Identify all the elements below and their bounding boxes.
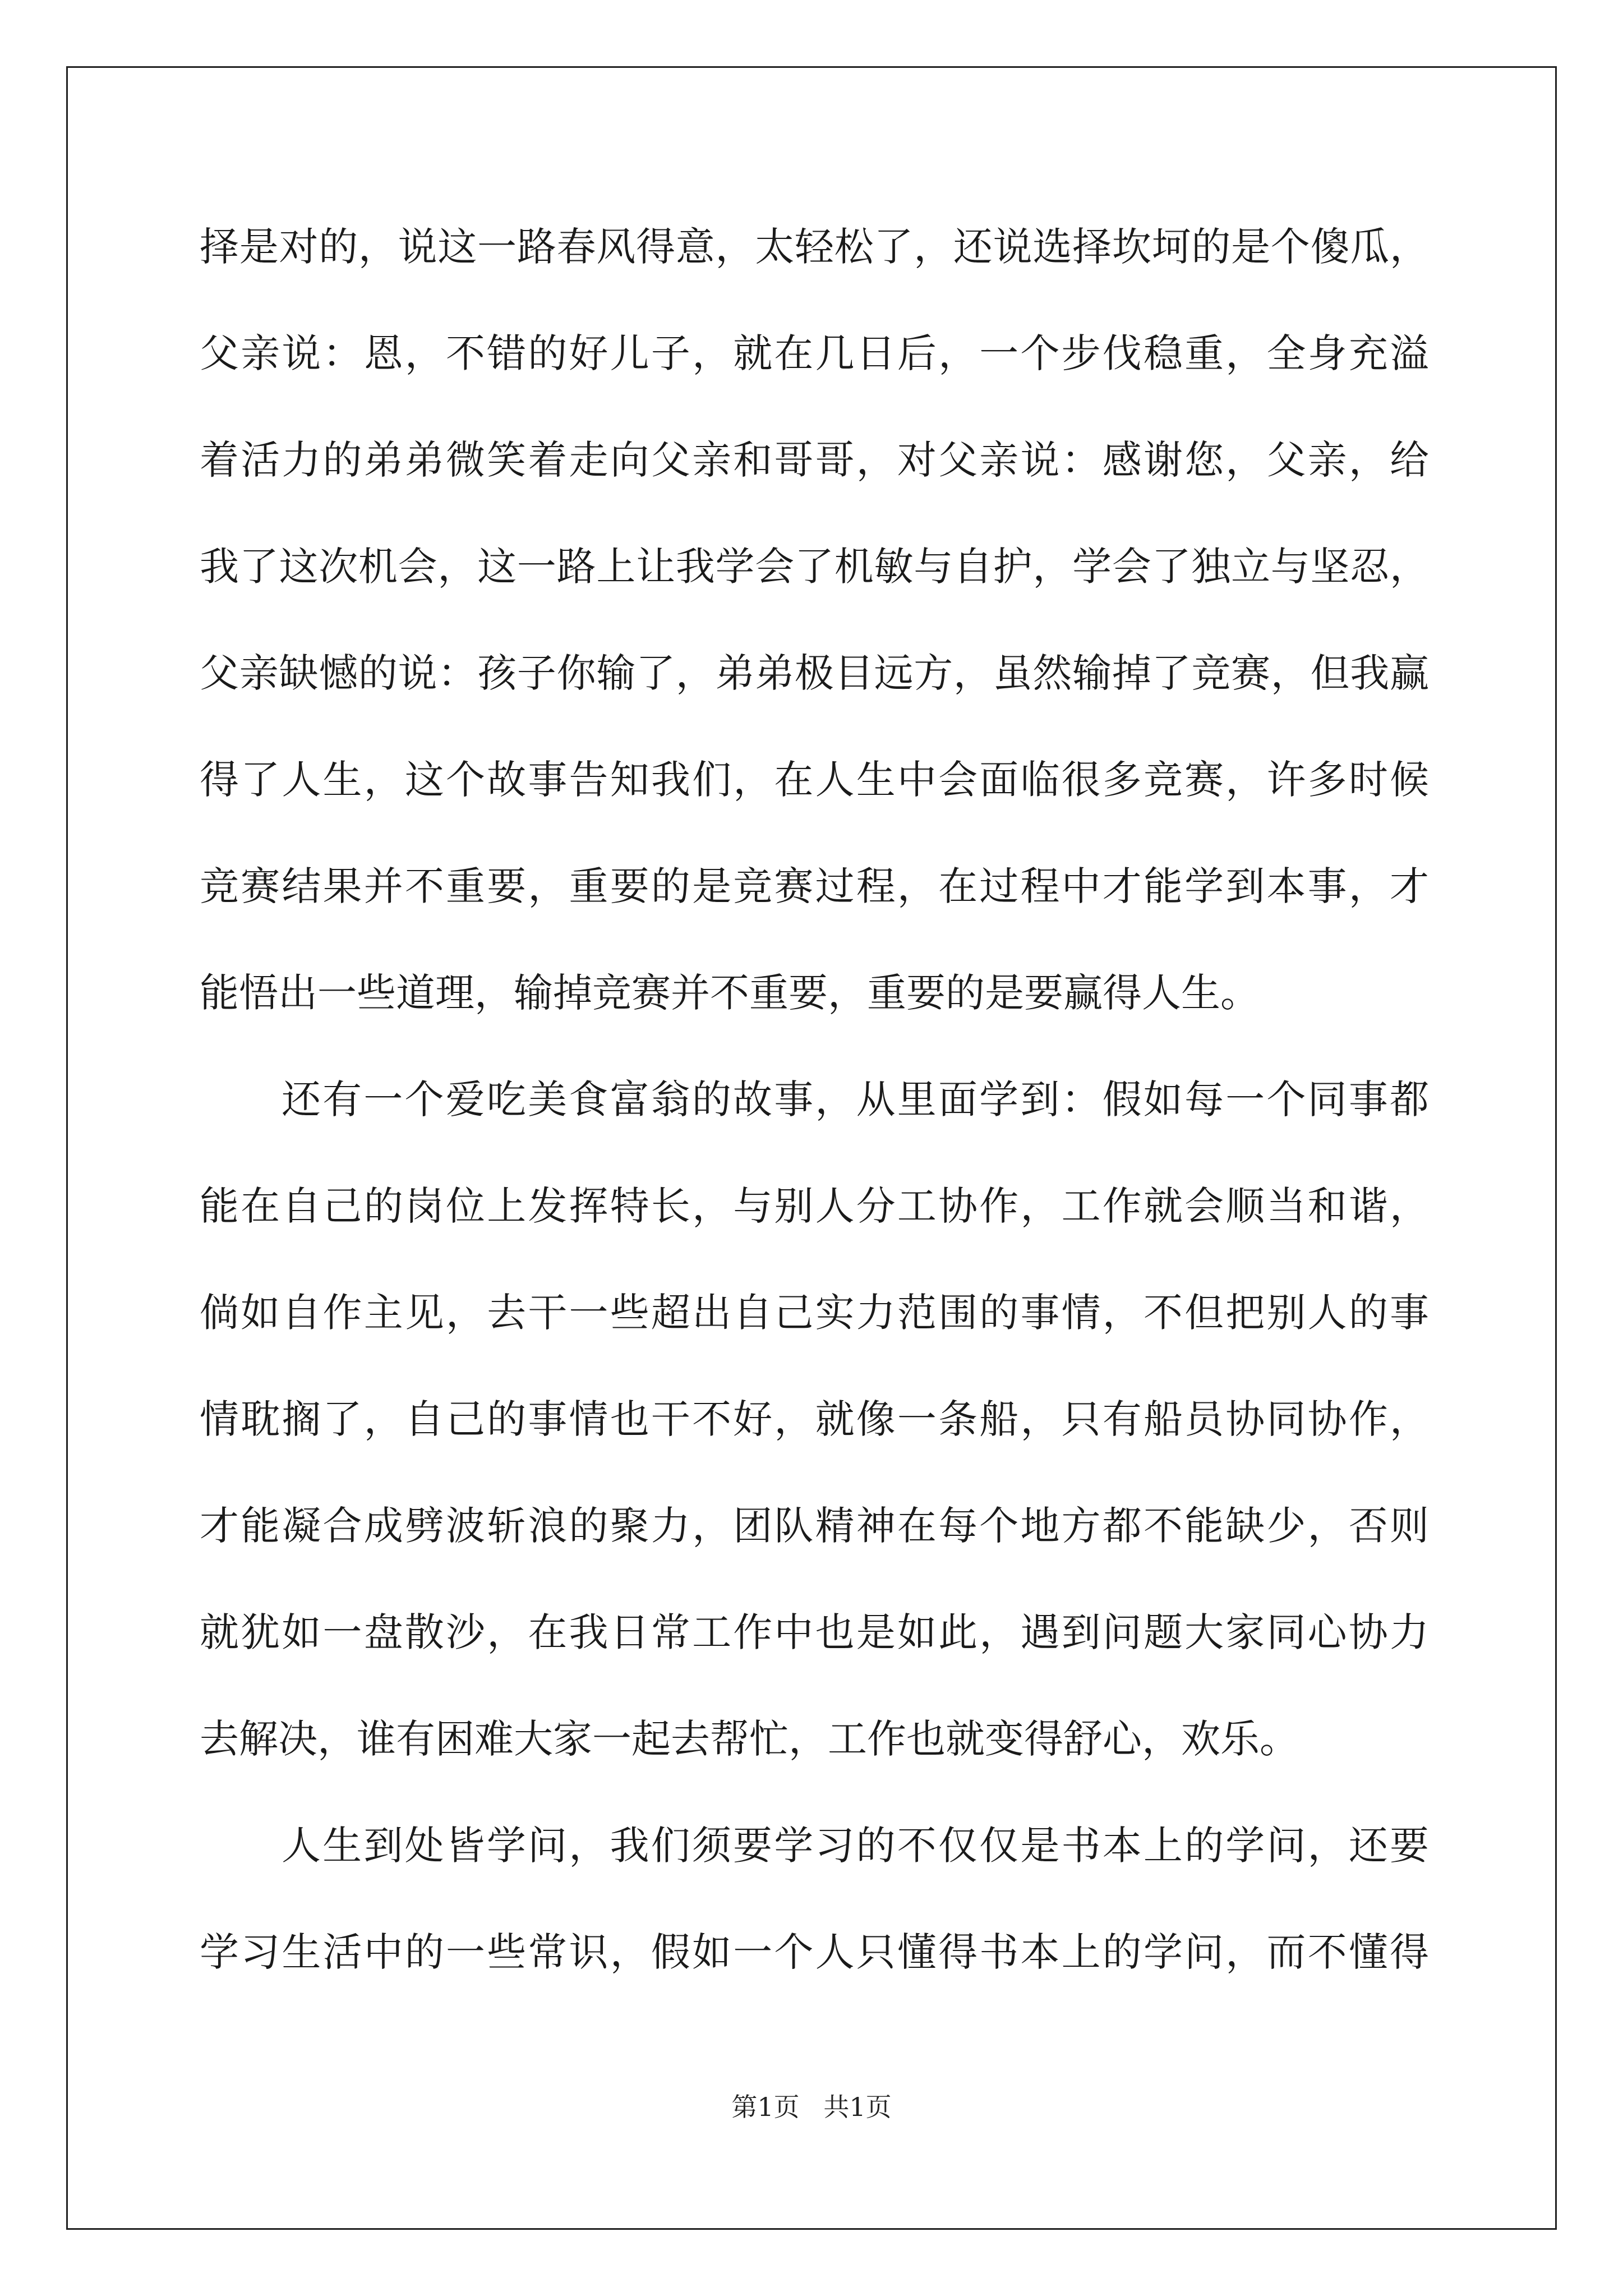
text-line: 竞赛结果并不重要，重要的是竞赛过程，在过程中才能学到本事，才 bbox=[200, 863, 1429, 909]
text-line: 父亲缺憾的说：孩子你输了，弟弟极目远方，虽然输掉了竞赛，但我赢 bbox=[200, 650, 1429, 696]
page-footer bbox=[0, 2087, 1623, 2124]
text-line: 着活力的弟弟微笑着走向父亲和哥哥，对父亲说：感谢您，父亲，给 bbox=[200, 437, 1429, 483]
document-body bbox=[200, 194, 1429, 2005]
page-number-current: 第1页 bbox=[731, 2092, 800, 2122]
text-line: 倘如自作主见，去干一些超出自己实力范围的事情，不但把别人的事 bbox=[200, 1290, 1429, 1336]
text-line: 情耽搁了，自己的事情也干不好，就像一条船，只有船员协同协作， bbox=[200, 1396, 1429, 1442]
text-line: 择是对的，说这一路春风得意，太轻松了，还说选择坎坷的是个傻瓜， bbox=[200, 224, 1429, 270]
text-line: 能悟出一些道理，输掉竞赛并不重要，重要的是要赢得人生。 bbox=[200, 970, 1260, 1016]
text-line: 父亲说：恩，不错的好儿子，就在几日后，一个步伐稳重，全身充溢 bbox=[200, 330, 1429, 376]
text-line: 我了这次机会，这一路上让我学会了机敏与自护，学会了独立与坚忍， bbox=[200, 544, 1429, 590]
text-line: 学习生活中的一些常识，假如一个人只懂得书本上的学问，而不懂得 bbox=[200, 1929, 1429, 1975]
text-line: 就犹如一盘散沙，在我日常工作中也是如此，遇到问题大家同心协力 bbox=[200, 1609, 1429, 1655]
text-line: 才能凝合成劈波斩浪的聚力，团队精神在每个地方都不能缺少，否则 bbox=[200, 1503, 1429, 1549]
text-line: 去解决，谁有困难大家一起去帮忙，工作也就变得舒心，欢乐。 bbox=[200, 1716, 1299, 1762]
text-line: 还有一个爱吃美食富翁的故事，从里面学到：假如每一个同事都 bbox=[282, 1076, 1429, 1122]
page-number-total: 共1页 bbox=[823, 2092, 892, 2122]
text-line: 得了人生，这个故事告知我们，在人生中会面临很多竞赛，许多时候 bbox=[200, 757, 1429, 803]
text-line: 能在自己的岗位上发挥特长，与别人分工协作，工作就会顺当和谐， bbox=[200, 1183, 1429, 1229]
text-line: 人生到处皆学问，我们须要学习的不仅仅是书本上的学问，还要 bbox=[282, 1823, 1429, 1869]
